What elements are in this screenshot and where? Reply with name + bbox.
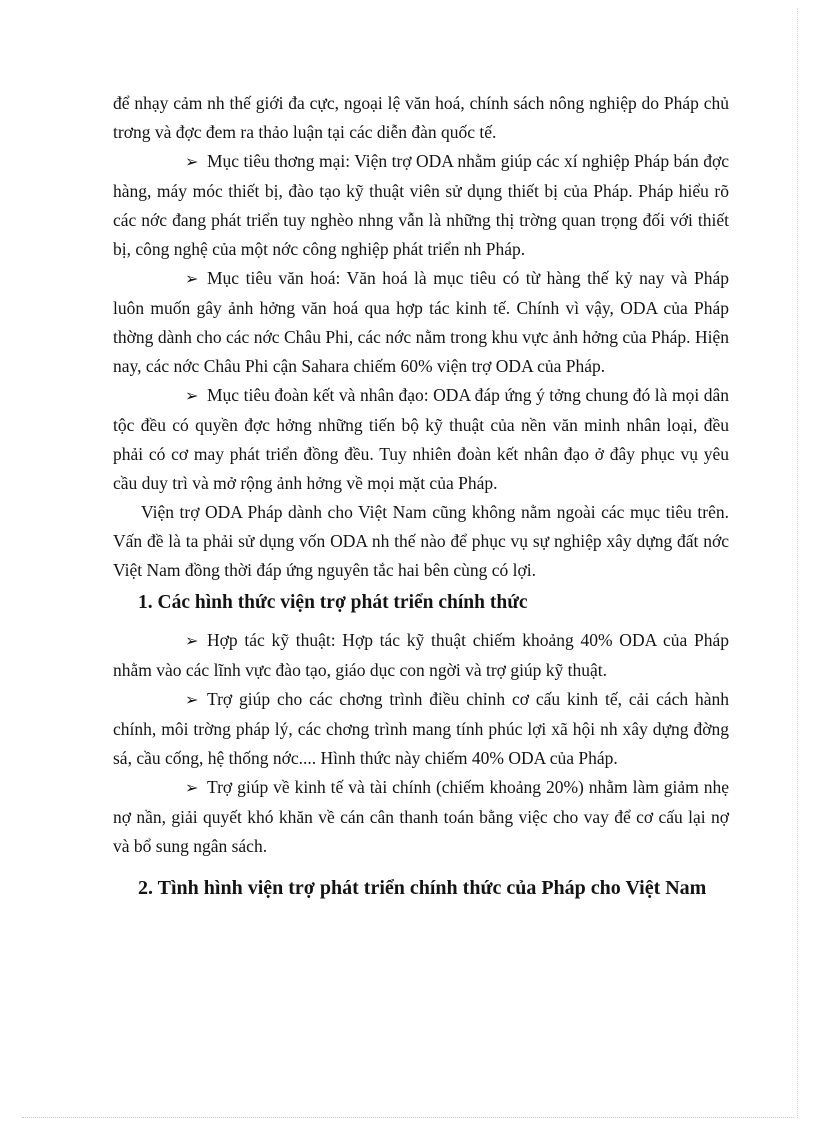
goal-commerce-text: Mục tiêu thơng mại: Viện trợ ODA nhằm giúp các xí nghiệp Pháp bán đợc hàng, máy móc thiết bị, đào tạo kỹ thuật viên sử dụng thiết bị của Pháp. Pháp hiểu rõ các nớc đang phát triển tuy nghèo nhng vẫn là những thị trờng quan trọng đối với thiết bị, công nghệ của một nớc công nghiệp phát triển nh Pháp. [113,151,729,259]
goal-culture [113,264,729,381]
arrow-bullet-icon: ➢ [185,692,199,709]
page-bottom-divider [22,1117,794,1118]
goal-humanitarian-text: Mục tiêu đoàn kết và nhân đạo: ODA đáp ứng ý tởng chung đó là mọi dân tộc đều có quyền đợc hởng những tiến bộ kỹ thuật của nền văn minh nhân loại, đều phải có cơ may phát triển đồng đều. Tuy nhiên đoàn kết nhân đạo ở đây phục vụ yêu cầu duy trì và mở rộng ảnh hởng về mọi mặt của Pháp. [113,385,729,493]
intro-paragraph: để nhạy cảm nh thế giới đa cực, ngoại lệ văn hoá, chính sách nông nghiệp do Pháp chủ trơng và đợc đem ra thảo luận tại các diễn đàn quốc tế. [113,93,729,142]
arrow-bullet-icon: ➢ [185,271,199,288]
document-body [113,89,729,904]
form-structural-support-text: Trợ giúp cho các chơng trình điều chỉnh cơ cấu kinh tế, cải cách hành chính, môi trờng pháp lý, các chơng trình mang tính phúc lợi xã hội nh xây dựng đờng sá, cầu cống, hệ thống nớc.... Hình thức này chiếm 40% ODA của Pháp. [113,689,729,768]
arrow-bullet-icon: ➢ [185,388,199,405]
arrow-bullet-icon: ➢ [185,780,199,797]
section-1-heading: 1. Các hình thức viện trợ phát triển chính thức [138,592,528,613]
goal-culture-text: Mục tiêu văn hoá: Văn hoá là mục tiêu có từ hàng thế kỷ nay và Pháp luôn muốn gây ảnh hởng văn hoá qua hợp tác kinh tế. Chính vì vậy, ODA của Pháp thờng dành cho các nớc Châu Phi, các nớc nằm trong khu vực ảnh hởng của Pháp. Hiện nay, các nớc Châu Phi cận Sahara chiếm 60% viện trợ ODA của Pháp. [113,268,729,376]
section-2-heading: 2. Tình hình viện trợ phát triển chính thức của Pháp cho Việt Nam [138,877,707,899]
form-structural-support [113,685,729,773]
goal-humanitarian [113,381,729,498]
form-financial-support-text: Trợ giúp về kinh tế và tài chính (chiếm khoảng 20%) nhằm làm giảm nhẹ nợ nần, giải quyết khó khăn về cán cân thanh toán bằng việc cho vay để cơ cấu lại nợ và bổ sung ngân sách. [113,777,729,856]
form-financial-support [113,773,729,861]
form-technical-cooperation [113,626,729,685]
goal-commerce [113,147,729,264]
form-technical-cooperation-text: Hợp tác kỹ thuật: Hợp tác kỹ thuật chiếm khoảng 40% ODA của Pháp nhằm vào các lĩnh vực đào tạo, giáo dục con ngời và trợ giúp kỹ thuật. [113,630,729,680]
page-edge-divider [797,8,798,1118]
arrow-bullet-icon: ➢ [185,633,199,650]
arrow-bullet-icon: ➢ [185,154,199,171]
summary-paragraph: Viện trợ ODA Pháp dành cho Việt Nam cũng không nằm ngoài các mục tiêu trên. Vấn đề là ta phải sử dụng vốn ODA nh thế nào để phục vụ sự nghiệp xây dựng đất nớc Việt Nam đồng thời đáp ứng nguyên tắc hai bên cùng có lợi. [113,502,729,580]
